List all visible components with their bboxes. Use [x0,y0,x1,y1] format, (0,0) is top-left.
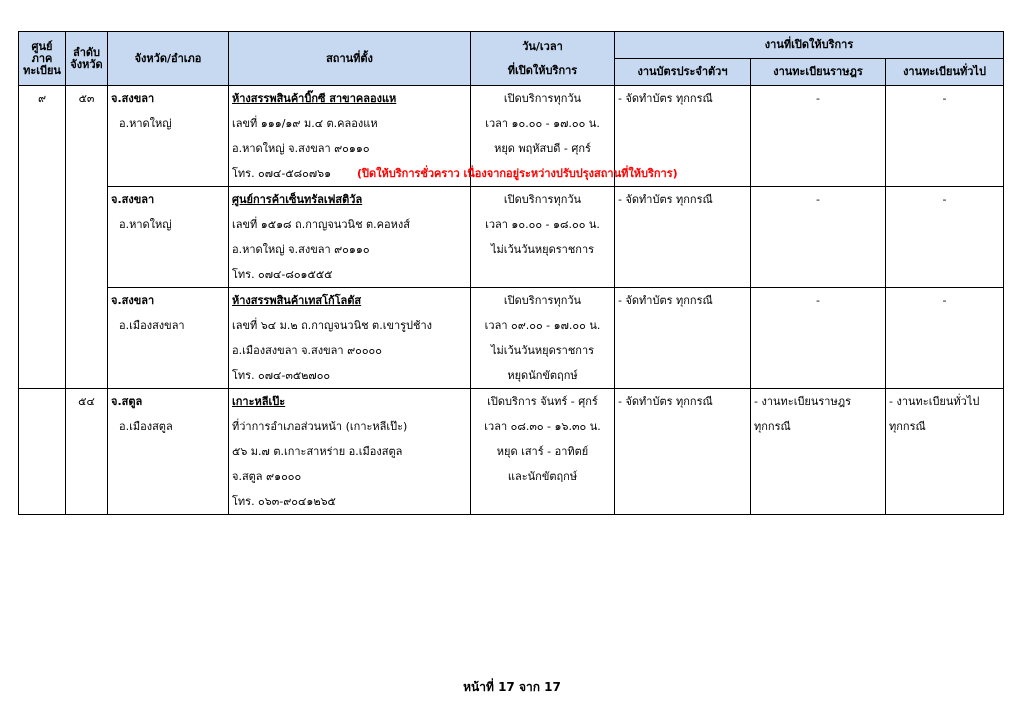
location-cell: ห้างสรรพสินค้าบิ๊กซี สาขาคลองแห เลขที่ ๑๑๑/๑๙ ม.๔ ต.คลองแห อ.หาดใหญ่ จ.สงขลา ๙๐๑๑๐ โทร. ๐๗๔-๕๘๐๗๖๑ (ปิดให้บริการชั่วคราว เนื่องจากอยู่ระหว่างปรับปรุงสถานที่ให้บริการ) [229,86,471,187]
header-location: สถานที่ตั้ง [229,32,471,86]
order-cell: ๕๓ [66,86,108,389]
table-row [19,389,1004,515]
time-cell: เปิดบริการทุกวัน เวลา ๑๐.๐๐ - ๑๗.๐๐ น. หยุด พฤหัสบดี - ศุกร์ [471,86,615,187]
service-general-cell: - [886,288,1004,389]
header-region: ศูนย์ภาค ทะเบียน [19,32,66,86]
service-id-cell: - จัดทำบัตร ทุกกรณี [615,187,751,288]
header-province: จังหวัด/อำเภอ [108,32,229,86]
table-row [19,86,1004,187]
location-cell: ห้างสรรพสินค้าเทสโก้โลตัส เลขที่ ๖๔ ม.๒ ถ.กาญจนวนิช ต.เขารูปช้าง อ.เมืองสงขลา จ.สงขลา ๙๐๐๐๐ โทร. ๐๗๔-๓๕๒๗๐๐ [229,288,471,389]
province-cell: จ.สงขลา อ.หาดใหญ่ [108,187,229,288]
service-civil-cell: - [751,288,886,389]
header-service-general: งานทะเบียนทั่วไป [886,59,1004,86]
location-cell: เกาะหลีเป๊ะ ที่ว่าการอำเภอส่วนหน้า (เกาะหลีเป๊ะ) ๕๖ ม.๗ ต.เกาะสาหร่าย อ.เมืองสตูล จ.สตูล ๙๑๐๐๐ โทร. ๐๖๓-๙๐๔๑๒๖๕ [229,389,471,515]
temporary-closure-notice: (ปิดให้บริการชั่วคราว เนื่องจากอยู่ระหว่างปรับปรุงสถานที่ให้บริการ) [357,167,678,180]
header-order: ลำดับ จังหวัด [66,32,108,86]
province-cell: จ.สตูล อ.เมืองสตูล [108,389,229,515]
header-services-open: งานที่เปิดให้บริการ [615,32,1004,59]
header-service-id: งานบัตรประจำตัวฯ [615,59,751,86]
region-cell: ๙ [19,86,66,389]
header-datetime: วัน/เวลา ที่เปิดให้บริการ [471,32,615,86]
service-general-cell: - [886,86,1004,187]
province-cell: จ.สงขลา อ.หาดใหญ่ [108,86,229,187]
service-locations-table [18,31,1004,515]
table-row [19,187,1004,288]
time-cell: เปิดบริการทุกวัน เวลา ๑๐.๐๐ - ๑๘.๐๐ น. ไม่เว้นวันหยุดราชการ [471,187,615,288]
service-id-cell: - จัดทำบัตร ทุกกรณี [615,389,751,515]
service-id-cell: - จัดทำบัตร ทุกกรณี [615,86,751,187]
time-cell: เปิดบริการ จันทร์ - ศุกร์ เวลา ๐๘.๓๐ - ๑๖.๓๐ น. หยุด เสาร์ - อาทิตย์ และนักขัตฤกษ์ [471,389,615,515]
order-cell: ๕๔ [66,389,108,515]
service-civil-cell: - [751,86,886,187]
province-cell: จ.สงขลา อ.เมืองสงขลา [108,288,229,389]
time-cell: เปิดบริการทุกวัน เวลา ๐๙.๐๐ - ๑๗.๐๐ น. ไม่เว้นวันหยุดราชการ หยุดนักขัตฤกษ์ [471,288,615,389]
service-general-cell: - [886,187,1004,288]
region-cell [19,389,66,515]
location-cell: ศูนย์การค้าเซ็นทรัลเฟสติวัล เลขที่ ๑๕๑๘ ถ.กาญจนวนิช ต.คอหงส์ อ.หาดใหญ่ จ.สงขลา ๙๐๑๑๐ โทร. ๐๗๔-๘๐๑๕๕๕ [229,187,471,288]
page-number: หน้าที่ 17 จาก 17 [463,680,561,694]
service-general-cell: - งานทะเบียนทั่วไป ทุกกรณี [886,389,1004,515]
header-service-civil: งานทะเบียนราษฎร [751,59,886,86]
table-row [19,288,1004,389]
service-civil-cell: - งานทะเบียนราษฎร ทุกกรณี [751,389,886,515]
service-civil-cell: - [751,187,886,288]
service-id-cell: - จัดทำบัตร ทุกกรณี [615,288,751,389]
